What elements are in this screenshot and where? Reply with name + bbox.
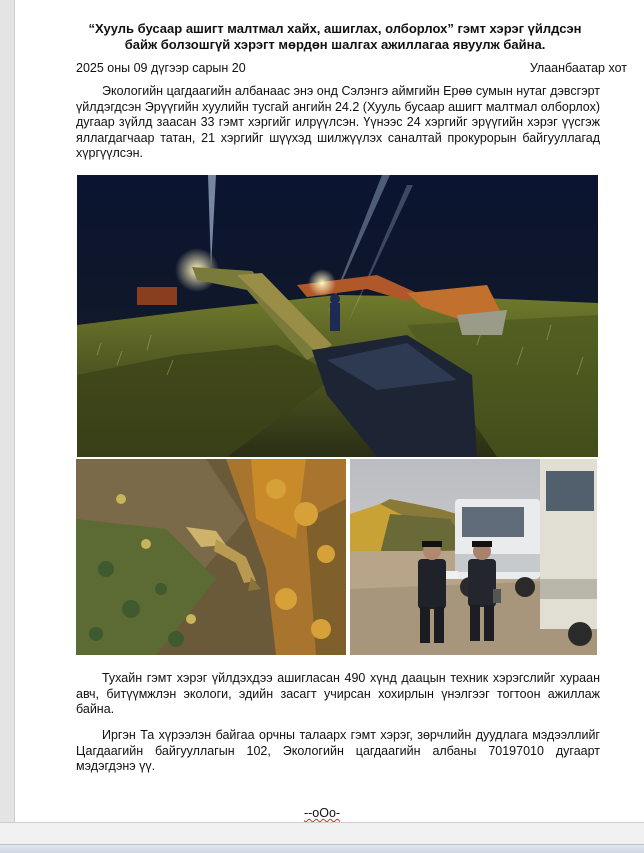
document-title: “Хууль бусаар ашигт малтмал хайх, ашиглах, олборлох” гэмт хэрэг үйлдсэн байж болзошгүй хэрэгт мөрдөн шалгах ажиллагаа явуулж байна. [88,21,582,52]
paragraph-contact: Иргэн Та хүрээлэн байгаа орчны талаарх гэмт хэрэг, зөрчлийн дуудлага мэдээллийг Цагдаагийн байгууллагын 102, Экологийн цагдаагийн албаны 70197010 дугаарт мэдэгдэнэ үү. [76,728,600,773]
photo-night-excavators [77,175,598,457]
document-page[interactable] [15,0,644,822]
document-date: 2025 оны 09 дүгээр сарын 20 [76,61,246,75]
end-mark: --оОо- [303,806,341,820]
paragraph-intro: Экологийн цагдаагийн албанаас энэ онд Сэлэнгэ аймгийн Ерөө сумын нутаг дэвсгэрт үйлдэгдсэн Эрүүгийн хуулийн тусгай ангийн 24.2 (Хууль бусаар ашигт малтмал олборлох) дугаар зүйлд заасан 33 гэмт хэргийг илрүүлсэн. Үүнээс 24 хэргийг эрүүгийн хэрэг үүсгэж яллагдагчаар татан, 21 хэргийг шүүхэд шилжүүлэх саналтай прокурорын байгууллагад хүргүүлсэн. [76,84,600,160]
photo-aerial-forest-excavator [76,459,346,655]
dateline [76,61,627,77]
left-margin-rail [0,0,15,822]
photo-officers-trucks [350,459,597,655]
horizontal-scrollbar[interactable] [0,822,644,845]
paragraph-equipment: Тухайн гэмт хэрэг үйлдэхдээ ашигласан 490 хүнд даацын техник хэрэгслийг хураан авч, битүүмжлэн экологи, эдийн засагт учирсан хохирлын үнэлгээг тогтоон ажиллаж байна. [76,671,600,716]
document-place: Улаанбаатар хот [529,61,627,75]
